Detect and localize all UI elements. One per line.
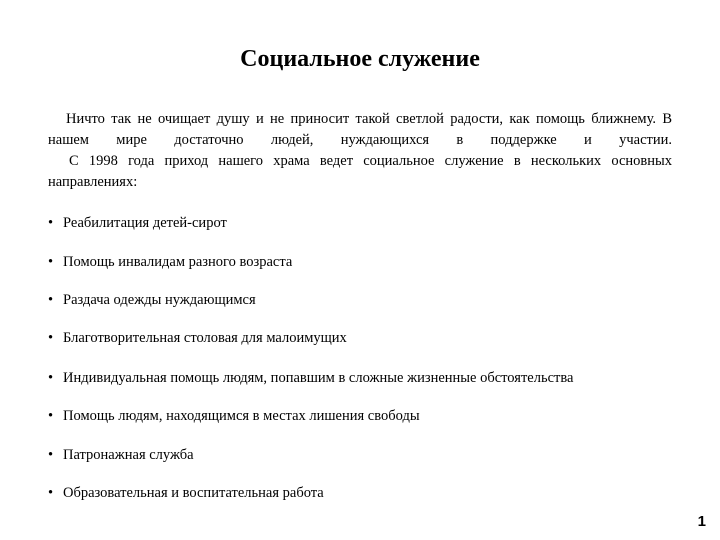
- bullet-icon: •: [48, 292, 54, 308]
- bullet-icon: •: [48, 254, 54, 270]
- page-title: Социальное служение: [240, 46, 480, 72]
- list-item-text: Благотворительная столовая для малоимущих: [63, 330, 347, 346]
- intro-paragraph-1: Ничто так не очищает душу и не приносит такой светлой радости, как помощь ближнему. В нашем мире достаточно людей, нуждающихся в поддержке и участии.: [48, 111, 672, 148]
- bullet-icon: •: [48, 408, 54, 424]
- list-item-text: Раздача одежды нуждающимся: [63, 292, 256, 308]
- list-item-text: Образовательная и воспитательная работа: [63, 485, 324, 501]
- list-item: [48, 212, 227, 234]
- page-number: 1: [697, 513, 706, 530]
- list-item-text: Патронажная служба: [63, 447, 194, 463]
- bullet-icon: •: [48, 485, 54, 501]
- list-item: [48, 444, 194, 466]
- list-item-text: Реабилитация детей-сирот: [63, 215, 227, 231]
- list-item: [48, 367, 573, 389]
- list-item: [48, 405, 420, 427]
- list-item-text: Помощь инвалидам разного возраста: [63, 254, 293, 270]
- list-item: [48, 482, 324, 504]
- list-item: [48, 251, 292, 273]
- bullet-icon: •: [48, 330, 54, 346]
- list-item: [48, 289, 256, 311]
- list-item-text: Индивидуальная помощь людям, попавшим в сложные жизненные обстоятельства: [63, 370, 574, 386]
- bullet-icon: •: [48, 215, 54, 231]
- intro-text: [48, 109, 672, 193]
- intro-paragraph-2: С 1998 года приход нашего храма ведет социальное служение в нескольких основных направлениях:: [48, 153, 672, 190]
- list-item-text: Помощь людям, находящимся в местах лишения свободы: [63, 408, 420, 424]
- bullet-icon: •: [48, 447, 54, 463]
- list-item: [48, 327, 347, 349]
- bullet-icon: •: [48, 370, 54, 386]
